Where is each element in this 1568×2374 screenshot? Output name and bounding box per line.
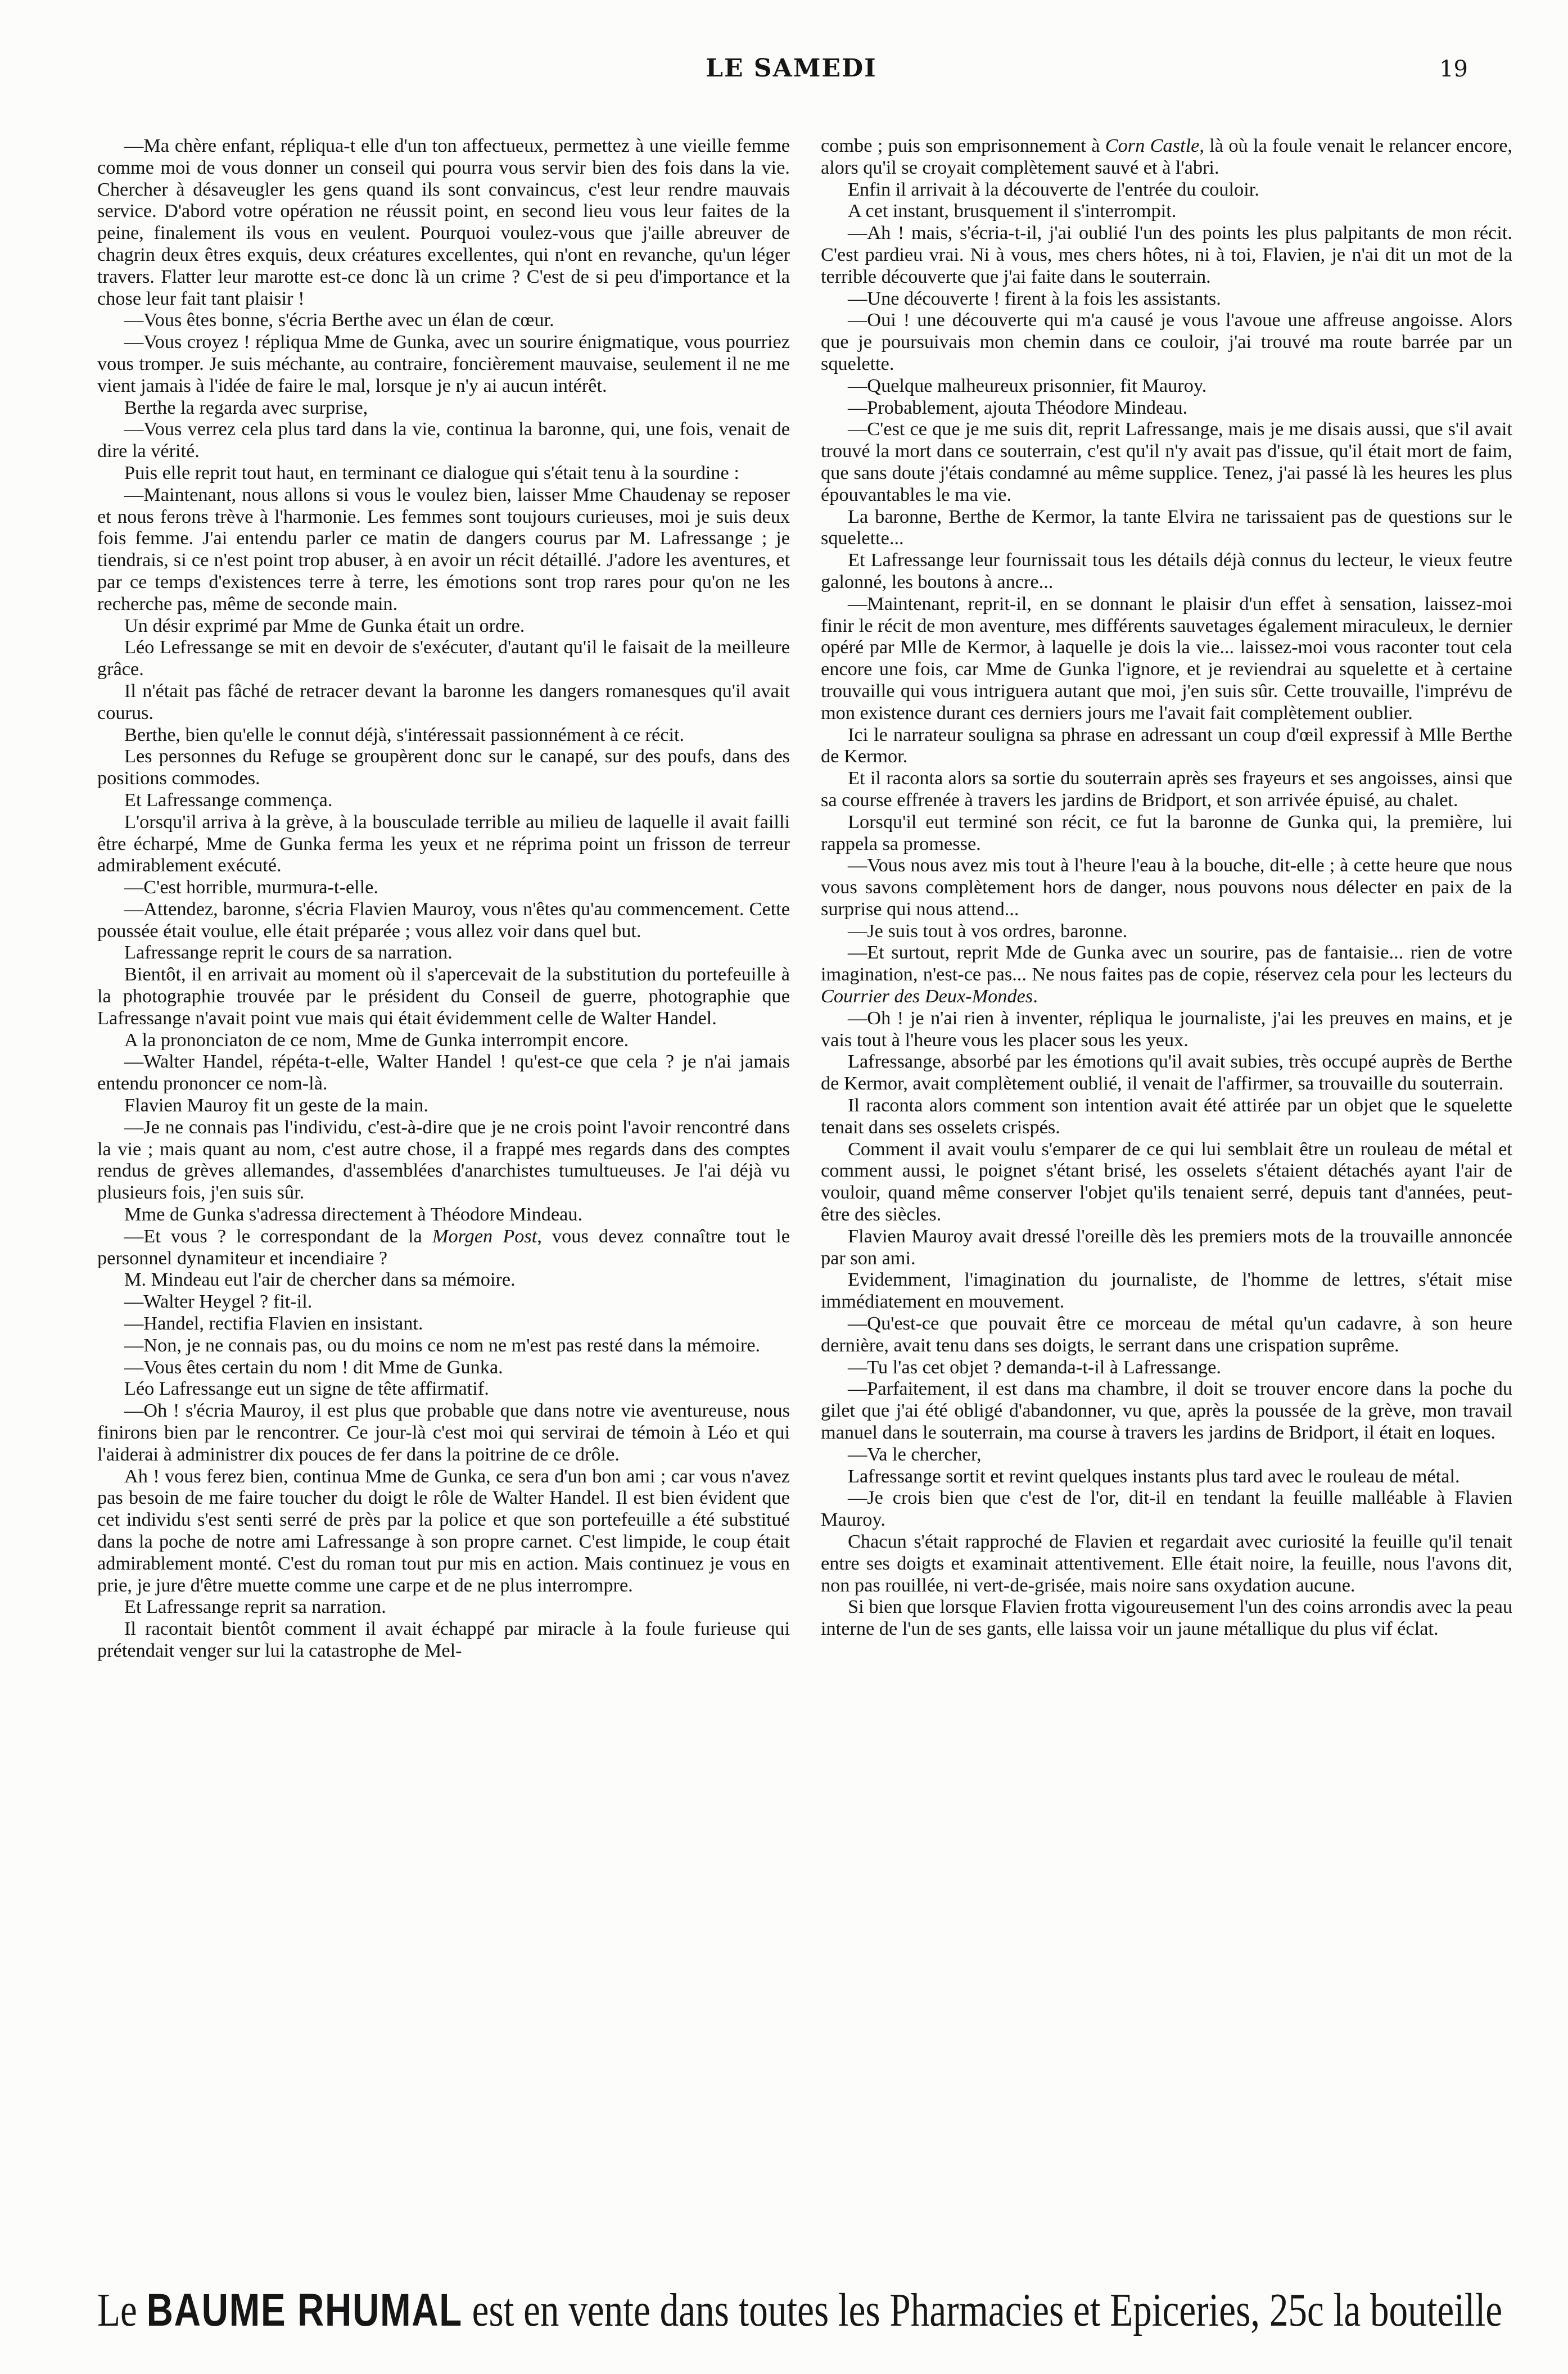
article-paragraph: Berthe la regarda avec surprise,	[124, 396, 368, 418]
article-paragraph: Il n'était pas fâché de retracer devant la baronne les dangers romanesques qu'il avait courus.	[97, 680, 790, 723]
article-paragraph: Lafressange sortit et revint quelques instants plus tard avec le rouleau de métal.	[848, 1465, 1460, 1487]
article-paragraph: —Je ne connais pas l'individu, c'est-à-dire que je ne crois point l'avoir rencontré dans la vie ; mais quant au nom, c'est autre chose, il a frappé mes regards dans des comptes rendus de grèves allemandes, d'assemblées d'anarchistes tumultueuses. Je l'ai déjà vu plusieurs fois, j'en suis sûr.	[97, 1116, 790, 1204]
article-paragraph: Ici le narrateur souligna sa phrase en adressant un coup d'œil expressif à Mlle Berthe de Kermor.	[821, 723, 1512, 767]
right-text-column	[821, 135, 1512, 2237]
article-paragraph: —Vous nous avez mis tout à l'heure l'eau à la bouche, dit-elle ; à cette heure que nous vous savons complètement hors de danger, nous pouvons nous délecter en paix de la surprise qui nous attend...	[821, 854, 1512, 920]
article-paragraph: —Je crois bien que c'est de l'or, dit-il en tendant la feuille malléable à Flavien Mauroy.	[821, 1487, 1512, 1531]
article-paragraph: —Parfaitement, il est dans ma chambre, il doit se trouver encore dans la poche du gilet que j'ai été obligé d'abandonner, vu que, après la poussée de la grève, mon travail manuel dans le souterrain, ma course à travers les jardins de Bridport, il était en loques.	[821, 1378, 1512, 1444]
article-paragraph: Léo Lafressange eut un signe de tête affirmatif.	[124, 1378, 489, 1400]
article-paragraph: Puis elle reprit tout haut, en terminant ce dialogue qui s'était tenu à la sourdine :	[124, 462, 739, 483]
article-paragraph: Ah ! vous ferez bien, continua Mme de Gunka, ce sera d'un bon ami ; car vous n'avez pas besoin de me faire toucher du doigt le rôle de Walter Handel. Il est bien évident que cet individu s'est senti serré de près par la police et que son portefeuille a été substitué dans la poche de notre ami Lafressange à son propre carnet. C'est limpide, le coup était admirablement monté. C'est du roman tout pur mis en action. Mais continuez je vous en prie, je jure d'être muette comme une carpe et de ne plus interrompre.	[97, 1465, 790, 1596]
ad-prefix: Le	[97, 2284, 137, 2336]
ad-text: est en vente dans toutes les Pharmacies et Epiceries, 25c la bouteille	[472, 2284, 1503, 2336]
article-paragraph: —Qu'est-ce que pouvait être ce morceau de métal qu'un cadavre, à son heure dernière, avait tenu dans ses doigts, le serrant dans une crispation suprême.	[821, 1313, 1512, 1356]
article-paragraph: —C'est horrible, murmura-t-elle.	[124, 876, 378, 898]
article-paragraph: —Non, je ne connais pas, ou du moins ce nom ne m'est pas resté dans la mémoire.	[124, 1334, 761, 1356]
article-paragraph: Flavien Mauroy fit un geste de la main.	[124, 1095, 428, 1116]
article-paragraph: —Maintenant, nous allons si vous le voulez bien, laisser Mme Chaudenay se reposer et nous ferons trève à l'harmonie. Les femmes sont toujours curieuses, moi je suis deux fois femme. J'ai entendu parler ce matin de dangers courus par M. Lafressange ; je tiendrais, si ce n'est point trop abuser, à en avoir un récit détaillé. J'adore les aventures, et par ce temps d'existences terre à terre, les émotions sont trop rares pour qu'on ne les recherche pas, même de seconde main.	[97, 483, 790, 614]
article-paragraph: M. Mindeau eut l'air de chercher dans sa mémoire.	[124, 1269, 516, 1291]
article-paragraph: Enfin il arrivait à la découverte de l'entrée du couloir.	[848, 178, 1259, 200]
article-paragraph: —C'est ce que je me suis dit, reprit Lafressange, mais je me disais aussi, que s'il avait trouvé la mort dans ce souterrain, c'est qu'il n'y avait pas d'issue, qu'il était mort de faim, que sans doute j'étais condamné au même supplice. Tenez, j'ai passé là les heures les plus épouvantables le ma vie.	[821, 418, 1512, 505]
article-paragraph: —Vous verrez cela plus tard dans la vie, continua la baronne, qui, une fois, venait de dire la vérité.	[97, 418, 790, 462]
article-paragraph: —Attendez, baronne, s'écria Flavien Mauroy, vous n'êtes qu'au commencement. Cette poussée était voulue, elle était préparée ; vous allez voir dans quel but.	[97, 898, 790, 942]
article-paragraph: —Quelque malheureux prisonnier, fit Mauroy.	[848, 374, 1207, 396]
article-paragraph: Lafressange reprit le cours de sa narration.	[124, 942, 453, 964]
article-paragraph: —Handel, rectifia Flavien en insistant.	[124, 1313, 423, 1335]
article-paragraph: A la prononciaton de ce nom, Mme de Gunka interrompit encore.	[124, 1029, 629, 1051]
article-paragraph: Chacun s'était rapproché de Flavien et regardait avec curiosité la feuille qu'il tenait entre ses doigts et examinait attentivement. Elle était noire, la feuille, nous l'avons dit, non pas rouillée, ni vert-de-grisée, mais noire sans oxydation aucune.	[821, 1531, 1512, 1596]
article-paragraph: —Walter Heygel ? fit-il.	[124, 1291, 313, 1313]
article-paragraph: A cet instant, brusquement il s'interrompit.	[848, 200, 1177, 222]
article-paragraph: —Ah ! mais, s'écria-t-il, j'ai oublié l'un des points les plus palpitants de mon récit. C'est pardieu vrai. Ni à vous, mes chers hôtes, ni à toi, Flavien, je n'ai dit un mot de la terrible découverte que j'ai faite dans le souterrain.	[821, 222, 1512, 287]
article-paragraph: Lorsqu'il eut terminé son récit, ce fut la baronne de Gunka qui, la première, lui rappela sa promesse.	[821, 811, 1512, 854]
article-paragraph: —Vous êtes bonne, s'écria Berthe avec un élan de cœur.	[124, 309, 554, 331]
article-paragraph: Un désir exprimé par Mme de Gunka était un ordre.	[124, 614, 525, 636]
article-paragraph: Il racontait bientôt comment il avait échappé par miracle à la foule furieuse qui prétendait venger sur lui la catastrophe de Mel-	[97, 1618, 790, 1661]
article-paragraph: —Oh ! je n'ai rien à inventer, répliqua le journaliste, j'ai les preuves en mains, et je vais tout à l'heure vous les placer sous les yeux.	[821, 1007, 1512, 1051]
advertisement-banner	[97, 2282, 1503, 2339]
article-paragraph: Berthe, bien qu'elle le connut déjà, s'intéressait passionnément à ce récit.	[124, 723, 685, 745]
page-number: 19	[1439, 56, 1468, 82]
article-paragraph: Lafressange, absorbé par les émotions qu'il avait subies, très occupé auprès de Berthe de Kermor, avait complètement oublié, il venait de l'affirmer, sa trouvaille du souterrain.	[821, 1051, 1512, 1095]
article-paragraph: —Et surtout, reprit Mde de Gunka avec un sourire, pas de fantaisie... rien de votre imagination, n'est-ce pas... Ne nous faites pas de copie, réservez cela pour les lecteurs du Courrier des Deux-Mondes.	[821, 942, 1512, 1007]
ad-brand-name: BAUME RHUMAL	[146, 2285, 463, 2336]
article-paragraph: —Maintenant, reprit-il, en se donnant le plaisir d'un effet à sensation, laissez-moi finir le récit de mon aventure, mes différents sauvetages également miraculeux, le dernier opéré par Mlle de Kermor, à laquelle je dois la vie... laissez-moi vous raconter tout cela encore une fois, car Mme de Gunka l'ignore, et je reviendrai au squelette et à certaine trouvaille qui vous intriguera autant que moi, j'en suis sûr. Cette trouvaille, l'imprévu de mon existence durant ces derniers jours me l'avait fait complètement oublier.	[821, 593, 1512, 723]
article-paragraph: Il raconta alors comment son intention avait été attirée par un objet que le squelette tenait dans ses osselets crispés.	[821, 1095, 1512, 1138]
article-paragraph: —Je suis tout à vos ordres, baronne.	[848, 920, 1128, 942]
article-paragraph: combe ; puis son emprisonnement à Corn Castle, là où la foule venait le relancer encore, alors qu'il se croyait complètement sauvé et à l'abri.	[821, 135, 1512, 178]
article-paragraph: —Et vous ? le correspondant de la Morgen Post, vous devez connaître tout le personnel dynamiteur et incendiaire ?	[97, 1225, 790, 1269]
article-paragraph: Si bien que lorsque Flavien frotta vigoureusement l'un des coins arrondis avec la peau interne de l'un de ses gants, elle laissa voir un jaune métallique du plus vif éclat.	[821, 1596, 1512, 1640]
article-paragraph: Léo Lefressange se mit en devoir de s'exécuter, d'autant qu'il le faisait de la meilleure grâce.	[97, 636, 790, 680]
article-paragraph: Comment il avait voulu s'emparer de ce qui lui semblait être un rouleau de métal et comment aussi, le poignet s'étant brisé, les osselets s'étaient détachés ayant l'air de vouloir, quand même conserver l'objet qu'ils tenaient serré, depuis tant d'années, peut-être des siècles.	[821, 1138, 1512, 1226]
article-paragraph: Bientôt, il en arrivait au moment où il s'apercevait de la substitution du portefeuille à la photographie trouvée par le président du Conseil de guerre, photographie que Lafressange n'avait point vue mais qui était évidemment celle de Walter Handel.	[97, 964, 790, 1029]
article-paragraph: —Va le chercher,	[848, 1443, 982, 1465]
article-paragraph: Et il raconta alors sa sortie du souterrain après ses frayeurs et ses angoisses, ainsi que sa course effrenée à travers les jardins de Bridport, et son arrivée épuisé, au chalet.	[821, 767, 1512, 811]
article-paragraph: Flavien Mauroy avait dressé l'oreille dès les premiers mots de la trouvaille annoncée par son ami.	[821, 1225, 1512, 1269]
running-head-title: LE SAMEDI	[706, 54, 877, 83]
article-paragraph: La baronne, Berthe de Kermor, la tante Elvira ne tarissaient pas de questions sur le squelette...	[821, 505, 1512, 549]
article-paragraph: —Une découverte ! firent à la fois les assistants.	[848, 287, 1221, 309]
article-paragraph: Les personnes du Refuge se groupèrent donc sur le canapé, sur des poufs, dans des positions commodes.	[97, 745, 790, 789]
article-paragraph: —Tu l'as cet objet ? demanda-t-il à Lafressange.	[848, 1356, 1221, 1378]
article-paragraph: —Vous êtes certain du nom ! dit Mme de Gunka.	[124, 1356, 503, 1378]
article-paragraph: L'orsqu'il arriva à la grève, à la bousculade terrible au milieu de laquelle il avait failli être écharpé, Mme de Gunka ferma les yeux et ne réprima point un frisson de terreur admirablement exécuté.	[97, 811, 790, 876]
article-paragraph: Et Lafressange leur fournissait tous les détails déjà connus du lecteur, le vieux feutre galonné, les boutons à ancre...	[821, 549, 1512, 593]
article-paragraph: —Probablement, ajouta Théodore Mindeau.	[848, 396, 1188, 418]
article-paragraph: —Walter Handel, répéta-t-elle, Walter Handel ! qu'est-ce que cela ? je n'ai jamais entendu prononcer ce nom-là.	[97, 1051, 790, 1095]
left-text-column	[97, 135, 790, 2237]
article-paragraph: —Ma chère enfant, répliqua-t elle d'un ton affectueux, permettez à une vieille femme comme moi de vous donner un conseil qui pourra vous servir bien des fois dans la vie. Chercher à désaveugler les gens quand ils sont convaincus, c'est leur rendre mauvais service. D'abord votre opération ne réussit point, en second lieu vous leur faites de la peine, finalement ils vous en veulent. Pourquoi voulez-vous que j'aille abreuver de chagrin deux êtres exquis, deux créatures excellentes, qui n'ont en revanche, qu'un léger travers. Flatter leur marotte est-ce donc là un crime ? C'est de si peu d'importance et la chose leur fait tant plaisir !	[97, 135, 790, 309]
article-paragraph: —Oui ! une découverte qui m'a causé je vous l'avoue une affreuse angoisse. Alors que je poursuivais mon chemin dans ce couloir, j'ai trouvé ma route barrée par un squelette.	[821, 309, 1512, 374]
article-paragraph: —Oh ! s'écria Mauroy, il est plus que probable que dans notre vie aventureuse, nous finirons bien par le rencontrer. Ce jour-là c'est moi qui servirai de témoin à Léo et qui l'aiderai à administrer dix pouces de fer dans la poitrine de ce drôle.	[97, 1400, 790, 1465]
article-paragraph: Mme de Gunka s'adressa directement à Théodore Mindeau.	[124, 1204, 583, 1226]
article-paragraph: —Vous croyez ! répliqua Mme de Gunka, avec un sourire énigmatique, vous pourriez vous tromper. Je suis méchante, au contraire, foncièrement mauvaise, seulement il ne me vient jamais à l'idée de faire le mal, lorsque je n'y ai aucun intérêt.	[97, 331, 790, 396]
article-paragraph: Evidemment, l'imagination du journaliste, de l'homme de lettres, s'était mise immédiatement en mouvement.	[821, 1269, 1512, 1313]
article-paragraph: Et Lafressange reprit sa narration.	[124, 1596, 386, 1618]
article-paragraph: Et Lafressange commença.	[124, 789, 333, 811]
